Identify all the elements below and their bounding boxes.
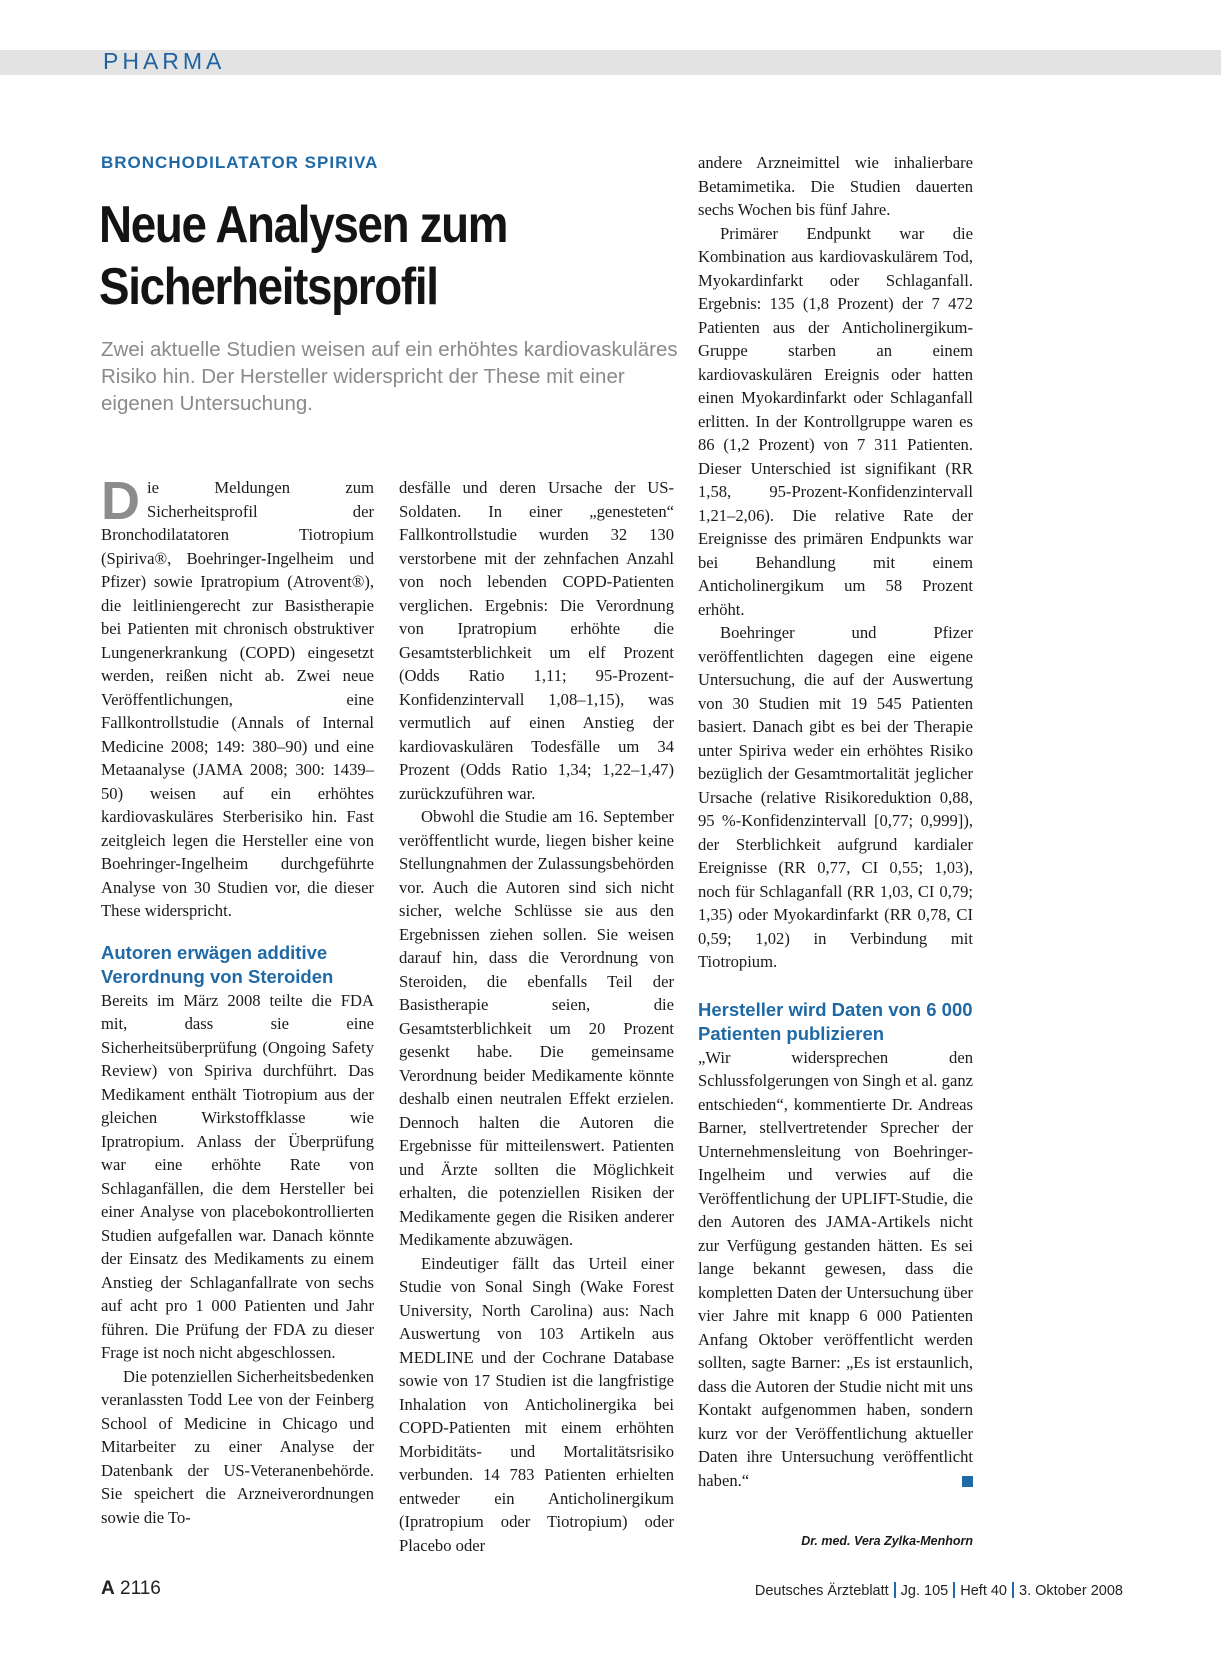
section-label: PHARMA (103, 48, 226, 74)
author-byline: Dr. med. Vera Zylka-Menhorn (801, 1534, 973, 1548)
drop-cap: D (101, 471, 140, 531)
subheading: Hersteller wird Daten von 6 000 Patienten publizieren (698, 998, 973, 1044)
article-deck: Zwei aktuelle Studien weisen auf ein erhöhtes kardiovaskuläres Risiko hin. Der Hersteller widerspricht der These mit einer eigenen Untersuchung. (101, 338, 678, 415)
text-column-2 (399, 476, 674, 1557)
text-column-3 (698, 151, 973, 1492)
paragraph (698, 1046, 973, 1493)
paragraph: Boehringer und Pfizer veröffentlichten dagegen eine eigene Untersuchung, die auf der Auswertung von 30 Studien mit 19 545 Patienten basiert. Danach gibt es bei der Therapie unter Spiriva weder ein erhöhtes Risiko bezüglich der Gesamtmortalität jeglicher Ursache (relative Risikoreduktion 0,88, 95 %-Konfidenzintervall [0,77; 0,999]), der Sterblichkeit aufgrund kardialer Ereignisse (RR 0,77, CI 0,55; 1,03), noch für Schlaganfall (RR 1,03, CI 0,79; 1,35) oder Myokardinfarkt (RR 0,78, CI 0,59; 1,02) in Verbindung mit Tiotropium. (698, 623, 973, 971)
journal-issue: Heft 40 (960, 1583, 1007, 1599)
page-number (101, 1578, 161, 1600)
page-number-value: 2116 (120, 1578, 161, 1599)
paragraph (101, 471, 374, 923)
end-mark-icon (962, 1476, 973, 1487)
footer-separator (953, 1582, 955, 1598)
paragraph: andere Arzneimittel wie inhalierbare Betamimetika. Die Studien dauerten sechs Wochen bis fünf Jahre. (698, 153, 973, 219)
paragraph: Obwohl die Studie am 16. September veröffentlicht wurde, liegen bisher keine Stellungnahmen der Zulassungsbehörden vor. Auch die Autoren sind sich nicht sicher, welche Schlüsse sie aus den Ergebnissen ziehen sollen. Sie weisen darauf hin, dass die Verordnung von Steroiden, die ebenfalls Teil der Basistherapie seien, die Gesamtsterblichkeit um 20 Prozent gesenkt habe. Die gemeinsame Verordnung beider Medikamente könnte deshalb einen neutralen Effekt erzielen. Dennoch halten die Autoren die Ergebnisse für mitteilenswert. Patienten und Ärzte sollten die Möglichkeit erhalten, die potenziellen Risiken der Medikamente gegen die Risiken anderer Medikamente abzuwägen. (399, 807, 674, 1249)
footer-separator (894, 1582, 896, 1598)
article-title-line-2: Sicherheitsprofil (99, 258, 438, 316)
paragraph-text: ie Meldungen zum Sicherheitsprofil der Bronchodilatatoren Tiotropium (Spiriva®, Boehringer-Ingelheim und Pfizer) sowie Ipratropium (Atrovent®), die leitliniengerecht zur Basistherapie bei Patienten mit chronisch obstruktiver Lungenerkrankung (COPD) eingesetzt werden, reißen nicht ab. Zwei neue Veröffentlichungen, eine Fallkontrollstudie (Annals of Internal Medicine 2008; 149: 380–90) und eine Metaanalyse (JAMA 2008; 300: 1439–50) weisen auf ein erhöhtes kardiovaskuläres Sterberisiko hin. Fast zeitgleich legen die Hersteller eine von Boehringer-Ingelheim durchgeführte Analyse von 30 Studien vor, die dieser These widerspricht. (101, 478, 374, 920)
article-kicker: BRONCHODILATATOR SPIRIVA (101, 153, 379, 172)
journal-date: 3. Oktober 2008 (1019, 1583, 1123, 1599)
footer-separator (1012, 1582, 1014, 1598)
article-title (99, 194, 609, 318)
paragraph: Bereits im März 2008 teilte die FDA mit, dass sie eine Sicherheitsüberprüfung (Ongoing Safety Review) von Spiriva durchführt. Das Medikament enthält Tiotropium aus der gleichen Wirkstoffklasse wie Ipratropium. Anlass der Überprüfung war eine erhöhte Rate von Schlaganfällen, die dem Hersteller bei einer Analyse von placebokontrollierten Studien aufgefallen war. Danach könnte der Einsatz des Medikaments zu einem Anstieg der Schlaganfallrate von sechs auf acht pro 1 000 Patienten und Jahr führen. Die Prüfung der FDA zu dieser Frage ist noch nicht abgeschlossen. (101, 990, 374, 1362)
paragraph: Die potenziellen Sicherheitsbedenken veranlassten Todd Lee von der Feinberg School of Medicine in Chicago und Mitarbeiter zu einer Analyse der Datenbank der US-Veteranenbehörde. Sie speichert die Arzneiverordnungen sowie die To- (101, 1366, 374, 1527)
paragraph-text: „Wir widersprechen den Schlussfolgerungen von Singh et al. ganz entschieden“, kommentierte Dr. Andreas Barner, stellvertretender Sprecher der Unternehmensleitung von Boehringer-Ingelheim und verwies auf die Veröffentlichung der UPLIFT-Studie, die den Autoren des JAMA-Artikels nicht zur Verfügung gestanden hätten. Es sei lange bekannt gewesen, dass die kompletten Daten der Untersuchung über vier Jahre mit knapp 6 000 Patienten Anfang Oktober veröffentlicht werden sollten, sagte Barner: „Es ist erstaunlich, dass die Autoren der Studie nicht mit uns Kontakt aufgenommen haben, sondern kurz vor der Veröffentlichung aktueller Daten ihre Untersuchung veröffentlicht haben.“ (698, 1047, 973, 1490)
journal-name: Deutsches Ärzteblatt (754, 1583, 889, 1599)
journal-footer (755, 1582, 1123, 1599)
page-prefix: A (101, 1578, 115, 1599)
paragraph: Primärer Endpunkt war die Kombination aus kardiovaskulärem Tod, Myokardinfarkt oder Schlaganfall. Ergebnis: 135 (1,8 Prozent) der 7 472 Patienten aus der Anticholinergikum-Gruppe starben an einem kardiovaskulären Ereignis oder hatten einen Myokardinfarkt oder Schlaganfall erlitten. In der Kontrollgruppe waren es 86 (1,2 Prozent) von 7 311 Patienten. Dieser Unterschied ist signifikant (RR 1,58, 95-Prozent-Konfidenzintervall 1,21–2,06). Die relative Rate der Ereignisse des primären Endpunkts war bei Behandlung mit einem Anticholinergikum um 58 Prozent erhöht. (698, 223, 973, 619)
journal-volume: Jg. 105 (900, 1583, 949, 1599)
article-title-line-1: Neue Analysen zum (99, 196, 508, 254)
text-column-1 (101, 471, 374, 1529)
subheading: Autoren erwägen additive Verordnung von Steroiden (101, 941, 334, 987)
paragraph: desfälle und deren Ursache der US-Soldaten. In einer „genesteten“ Fallkontrollstudie wurden 32 130 verstorbene mit der zehnfachen Anzahl von noch lebenden COPD-Patienten verglichen. Ergebnis: Die Verordnung von Ipratropium erhöhte die Gesamtsterblichkeit um elf Prozent (Odds Ratio 1,11; 95-Prozent-Konfidenzintervall 1,08–1,15), was vermutlich auf einen Anstieg der kardiovaskulären Todesfälle um 34 Prozent (Odds Ratio 1,34; 1,22–1,47) zurückzuführen war. (399, 478, 674, 803)
paragraph: Eindeutiger fällt das Urteil einer Studie von Sonal Singh (Wake Forest University, North Carolina) aus: Nach Auswertung von 103 Artikeln aus MEDLINE und der Cochrane Database sowie von 17 Studien ist die langfristige Inhalation von Anticholinergika bei COPD-Patienten mit einem erhöhten Morbiditäts- und Mortalitätsrisiko verbunden. 14 783 Patienten erhielten entweder ein Anticholinergikum (Ipratropium oder Tiotropium) oder Placebo oder (399, 1253, 674, 1555)
